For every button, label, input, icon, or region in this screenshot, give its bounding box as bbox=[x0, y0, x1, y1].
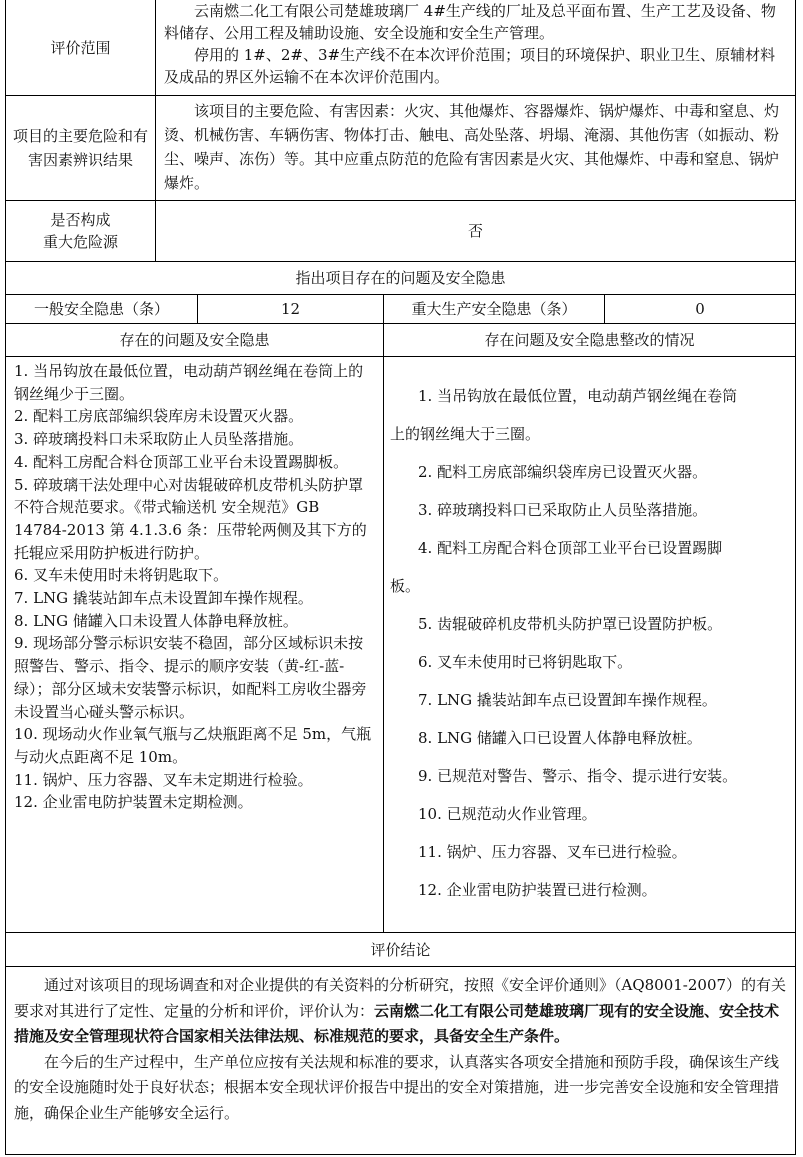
list-item: 2. 配料工房底部编织袋库房未设置灭火器。 bbox=[14, 407, 304, 426]
list-item: 10. 现场动火作业氧气瓶与乙炔瓶距离不足 5m，气瓶与动火点距离不足 10m。 bbox=[14, 725, 372, 766]
list-item: 5. 齿辊破碎机皮带机头防护罩已设置防护板。 bbox=[418, 615, 723, 633]
hazards-label-text: 项目的主要危险和有害因素辨识结果 bbox=[12, 127, 148, 169]
conclusion-paragraph: 在今后的生产过程中，生产单位应按有关法规和标准的要求，认真落实各项安全措施和预防手段，确保该生产线的安全设施随时处于良好状态；根据本安全现状评价报告中提出的安全对策措施，进一步完善安全设施和安全管理措施，确保企业生产能够安全运行。 bbox=[14, 1052, 780, 1122]
list-item: 6. 叉车未使用时未将钥匙取下。 bbox=[14, 566, 229, 585]
issues-column-headers bbox=[5, 324, 796, 357]
conclusion-header: 评价结论 bbox=[5, 933, 796, 967]
scope-content bbox=[156, 0, 795, 95]
counts-row bbox=[5, 295, 796, 324]
list-item: 7. LNG 撬装站卸车点已设置卸车操作规程。 bbox=[418, 691, 717, 709]
hazards-content bbox=[156, 96, 795, 200]
major-hazard-label-line1: 是否构成 bbox=[50, 211, 111, 229]
list-item: 6. 叉车未使用时已将钥匙取下。 bbox=[418, 653, 633, 671]
list-item: 5. 碎玻璃干法处理中心对齿辊破碎机皮带机头防护罩不符合规范要求。《带式输送机 安全规范》GB 14784-2013 第 4.1.3.6 条：压带轮两侧及其下方的托辊应采用防护板进行防护。 bbox=[14, 475, 367, 562]
list-item: 板。 bbox=[390, 577, 421, 595]
conclusion-body bbox=[5, 967, 796, 1155]
scope-paragraph: 停用的 1#、2#、3#生产线不在本次评价范围；项目的环境保护、职业卫生、原辅材料及成品的界区外运输不在本次评价范围内。 bbox=[164, 46, 776, 86]
list-item: 8. LNG 储罐入口未设置人体静电释放桩。 bbox=[14, 611, 298, 630]
major-hazard-count-label: 重大生产安全隐患（条） bbox=[384, 295, 605, 323]
general-hazard-count-label: 一般安全隐患（条） bbox=[6, 295, 198, 323]
conclusion-text: 通过对该项目的现场调查和对企业提供的有关资料的分析研究，按照《安全评价通则》（AQ8001-2007）的有关要求对其进行了定性、定量的分析和评价，评价认为： bbox=[14, 976, 787, 1020]
list-item: 11. 锅炉、压力容器、叉车未定期进行检验。 bbox=[14, 770, 313, 789]
list-item: 10. 已规范动火作业管理。 bbox=[418, 805, 597, 823]
rectification-list bbox=[384, 357, 795, 932]
list-item: 2. 配料工房底部编织袋库房已设置灭火器。 bbox=[418, 463, 708, 481]
list-item: 4. 配料工房配合料仓顶部工业平台未设置踢脚板。 bbox=[14, 452, 349, 471]
list-item: 12. 企业雷电防护装置未定期检测。 bbox=[14, 793, 253, 812]
list-item: 3. 碎玻璃投料口已采取防止人员坠落措施。 bbox=[418, 501, 708, 519]
list-item: 上的钢丝绳大于三圈。 bbox=[390, 425, 541, 443]
list-item: 12. 企业雷电防护装置已进行检测。 bbox=[418, 881, 657, 899]
issues-body-row bbox=[5, 357, 796, 933]
issues-header: 指出项目存在的问题及安全隐患 bbox=[5, 262, 796, 295]
major-hazard-row bbox=[5, 201, 796, 262]
hazards-row bbox=[5, 96, 796, 201]
conclusion-paragraph bbox=[14, 973, 789, 1050]
list-item: 9. 已规范对警告、警示、指令、提示进行安装。 bbox=[418, 767, 738, 785]
list-item: 1. 当吊钩放在最低位置，电动葫芦钢丝绳在卷筒上的钢丝绳少于三圈。 bbox=[14, 362, 364, 403]
major-hazard-value: 否 bbox=[467, 222, 483, 240]
scope-row bbox=[5, 0, 796, 96]
hazards-text: 该项目的主要危险、有害因素：火灾、其他爆炸、容器爆炸、锅炉爆炸、中毒和窒息、灼烫、机械伤害、车辆伤害、物体打击、触电、高处坠落、坍塌、淹溺、其他伤害（如振动、粉尘、噪声、冻伤）等。其中应重点防范的危险有害因素是火灾、其他爆炸、中毒和窒息、锅炉爆炸。 bbox=[164, 102, 780, 192]
problems-column-header: 存在的问题及安全隐患 bbox=[6, 324, 384, 356]
major-hazard-count-value: 0 bbox=[695, 300, 705, 318]
list-item: 1. 当吊钩放在最低位置，电动葫芦钢丝绳在卷筒 bbox=[418, 387, 738, 405]
problems-list bbox=[6, 357, 384, 932]
list-item: 9. 现场部分警示标识安装不稳固，部分区域标识未按照警告、警示、指令、提示的顺序安装（黄-红-蓝-绿）；部分区域未安装警示标识，如配料工房收尘器旁未设置当心碰头警示标识。 bbox=[14, 634, 367, 721]
scope-label: 评价范围 bbox=[6, 0, 156, 95]
list-item: 7. LNG 撬装站卸车点未设置卸车操作规程。 bbox=[14, 589, 313, 608]
major-hazard-label-line2: 重大危险源 bbox=[42, 233, 118, 251]
conclusion-verdict: 云南燃二化工有限公司楚雄玻璃厂现有的安全设施、安全技术措施及安全管理现状符合国家相关法律法规、标准规范的要求，具备安全生产条件。 bbox=[14, 1001, 780, 1045]
list-item: 11. 锅炉、压力容器、叉车已进行检验。 bbox=[418, 843, 687, 861]
major-hazard-label bbox=[6, 201, 156, 261]
evaluation-table bbox=[5, 0, 796, 1155]
general-hazard-count-value: 12 bbox=[198, 295, 384, 323]
list-item: 8. LNG 储罐入口已设置人体静电释放桩。 bbox=[418, 729, 702, 747]
scope-paragraph: 云南燃二化工有限公司楚雄玻璃厂 4#生产线的厂址及总平面布置、生产工艺及设备、物料储存、公用工程及辅助设施、安全设施和安全生产管理。 bbox=[164, 2, 776, 42]
list-item: 4. 配料工房配合料仓顶部工业平台已设置踢脚 bbox=[418, 539, 723, 557]
rectification-column-header: 存在问题及安全隐患整改的情况 bbox=[484, 331, 695, 349]
list-item: 3. 碎玻璃投料口未采取防止人员坠落措施。 bbox=[14, 430, 304, 449]
hazards-label bbox=[6, 96, 156, 200]
